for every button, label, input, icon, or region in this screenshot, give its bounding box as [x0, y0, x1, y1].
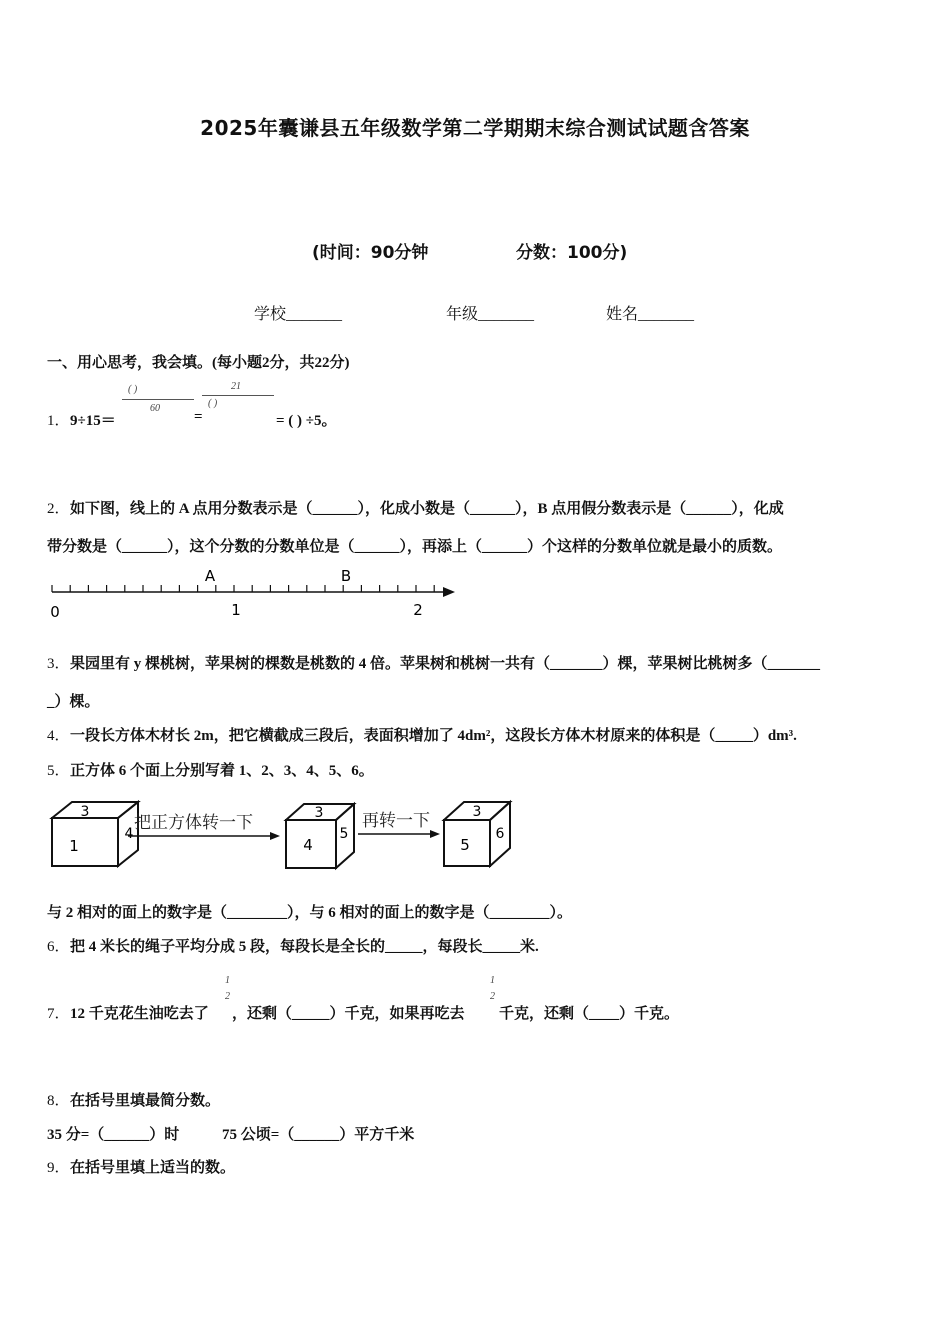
q1-tail: = ( ) ÷5。: [276, 413, 337, 429]
question-number: 4．: [47, 728, 70, 744]
arrow-2-head: [430, 830, 440, 838]
question-number: 3．: [47, 656, 70, 672]
cube-2-front-number: 4: [303, 836, 313, 854]
q7-part-a: 12 千克花生油吃去了: [70, 1006, 209, 1022]
q7-part-b: ，还剩（_____）千克，如果再吃去: [232, 1006, 465, 1022]
question-number: 5．: [47, 763, 70, 779]
q1-frac1-top: ( ): [128, 384, 138, 395]
q8-part2: 75 公顷=（______）平方千米: [222, 1127, 415, 1143]
fraction-bar: [122, 399, 194, 400]
cube-top-face: [52, 802, 138, 818]
number-line-arrow: [443, 587, 455, 597]
cube-rotation-figure: [44, 796, 524, 872]
q3-line1: 果园里有 y 棵桃树，苹果树的棵数是桃数的 4 倍。苹果树和桃树一共有（_______）棵，苹果树比桃树多（_______: [70, 656, 821, 672]
number-line-label-0: 0: [50, 603, 60, 621]
q3-line2: _）棵。: [47, 694, 100, 710]
grade-field: 年级_______: [446, 306, 535, 323]
question-number: 6．: [47, 939, 70, 955]
school-field: 学校_______: [254, 306, 343, 323]
fraction-bar: [202, 395, 274, 396]
q7-frac-a-bottom: 2: [225, 991, 230, 1002]
cube-front-face: [52, 818, 118, 866]
number-line-label-1: 1: [231, 601, 241, 619]
q1-lead: 9÷15＝: [70, 413, 116, 429]
cube-2-right-number: 5: [339, 826, 349, 842]
q8-part1: 35 分=（______）时: [47, 1127, 180, 1143]
point-a-label: A: [204, 567, 216, 585]
arrow-1-label: 把正方体转一下: [134, 813, 253, 833]
q2-line2: 带分数是（______），这个分数的分数单位是（______），再添上（______）个这样的分数单位就是最小的质数。: [47, 539, 783, 555]
q1-frac2-bottom: ( ): [208, 398, 218, 409]
question-number: 2．: [47, 501, 70, 517]
q8-text: 在括号里填最简分数。: [70, 1093, 221, 1109]
cube-1-top-number: 3: [80, 804, 90, 820]
cube-3-front-number: 5: [460, 836, 470, 854]
section-heading: 一、用心思考，我会填。(每小题2分，共22分): [47, 355, 350, 371]
question-number: 1．: [47, 413, 70, 429]
cube-3-top-number: 3: [472, 804, 482, 820]
arrow-2-label: 再转一下: [362, 811, 430, 831]
exam-score: 分数：100分): [516, 243, 628, 263]
number-line-ticks: [52, 585, 434, 592]
q2-line1: 如下图，线上的 A 点用分数表示是（______），化成小数是（______），B 点用假分数表示是（______），化成: [70, 501, 784, 517]
q7-frac-b-bottom: 2: [490, 991, 495, 1002]
q7-part-c: 千克，还剩（____）千克。: [499, 1006, 680, 1022]
page-title: 2025年囊谦县五年级数学第二学期期末综合测试试题含答案: [200, 116, 750, 140]
number-line-label-2: 2: [413, 601, 423, 619]
question-number: 7．: [47, 1006, 70, 1022]
cube-1-right-number: 4: [124, 826, 134, 842]
point-b-label: B: [340, 567, 352, 585]
cube-3-right-number: 6: [495, 826, 505, 842]
arrow-1-head: [270, 832, 280, 840]
q1-frac2-top: 21: [231, 381, 241, 392]
cube-2-top-number: 3: [314, 805, 324, 821]
q5-text: 正方体 6 个面上分别写着 1、2、3、4、5、6。: [70, 763, 374, 779]
question-number: 9．: [47, 1160, 70, 1176]
cube-1-front-number: 1: [69, 837, 79, 855]
q1-frac1-bottom: 60: [150, 403, 160, 414]
q4-text: 一段长方体木材长 2m，把它横截成三段后，表面积增加了 4dm²，这段长方体木材原来的体积是（_____）dm³.: [70, 728, 797, 744]
question-number: 8．: [47, 1093, 70, 1109]
q9-text: 在括号里填上适当的数。: [70, 1160, 236, 1176]
number-line: [40, 562, 470, 624]
q5-answer: 与 2 相对的面上的数字是（________），与 6 相对的面上的数字是（________）。: [47, 905, 573, 921]
exam-time: (时间：90分钟: [312, 243, 429, 263]
q1-eq: =: [194, 409, 203, 425]
q6-text: 把 4 米长的绳子平均分成 5 段，每段长是全长的_____，每段长_____米.: [70, 939, 539, 955]
q7-frac-a-top: 1: [225, 975, 230, 986]
name-field: 姓名_______: [606, 306, 695, 323]
q7-frac-b-top: 1: [490, 975, 495, 986]
